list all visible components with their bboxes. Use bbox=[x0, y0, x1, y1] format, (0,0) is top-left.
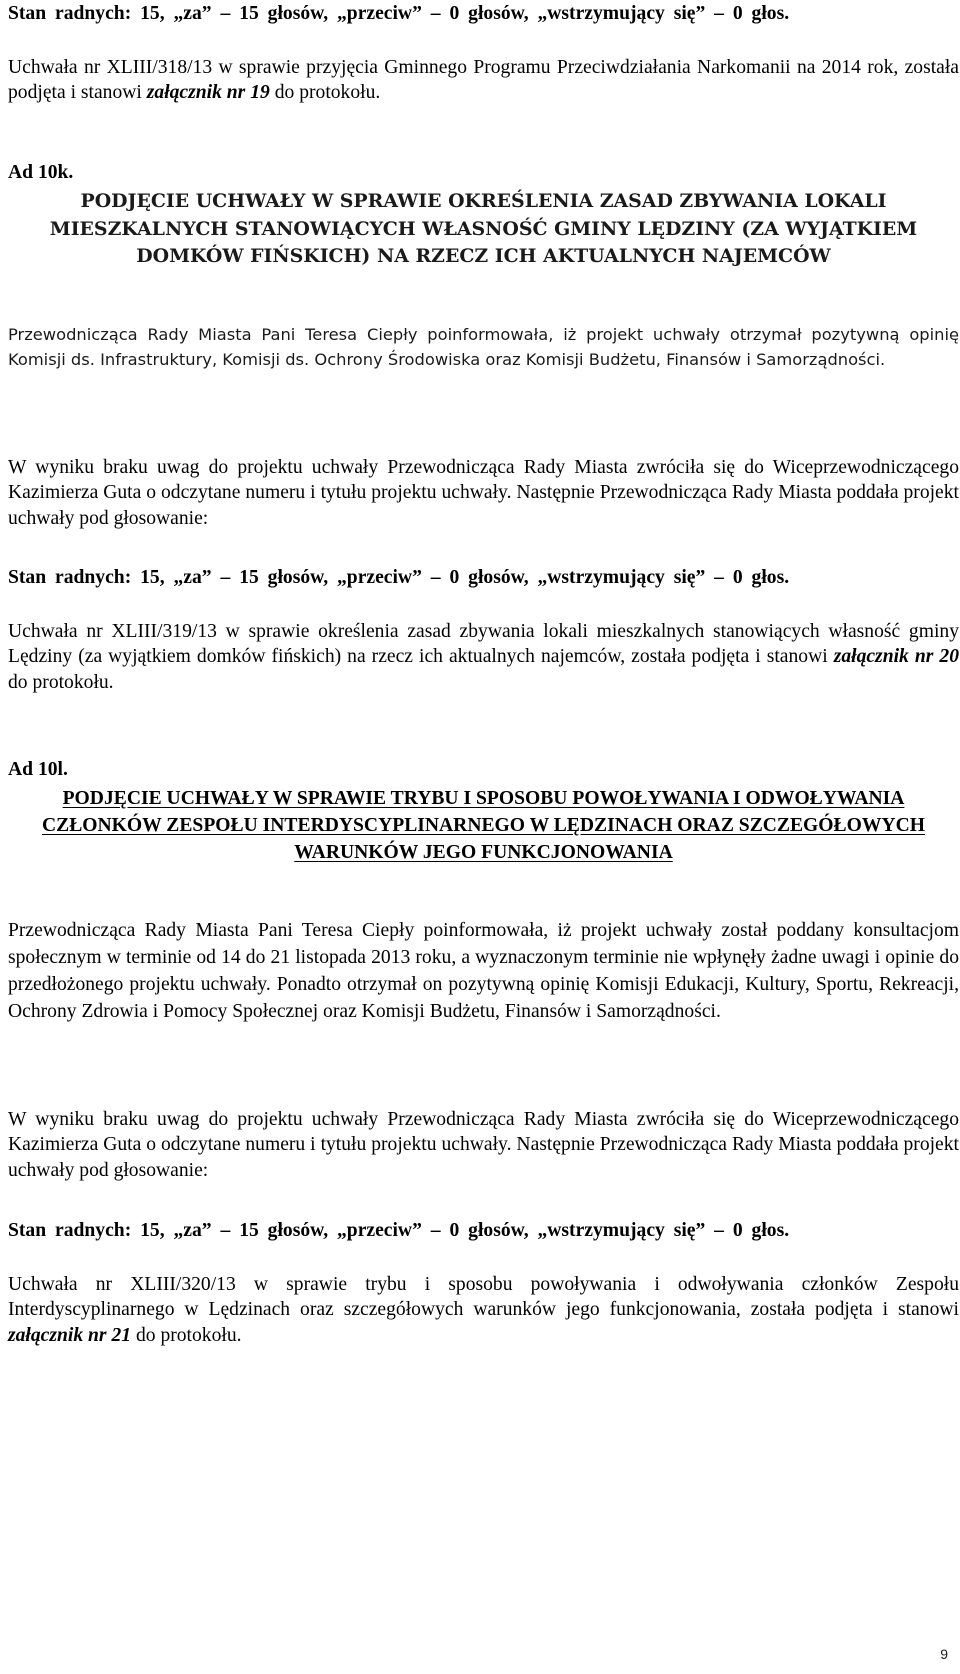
page-number: 9 bbox=[940, 1646, 948, 1662]
agenda-item-10k-heading: PODJĘCIE UCHWAŁY W SPRAWIE OKREŚLENIA ZASAD ZBYWANIA LOKALI MIESZKALNYCH STANOWIĄCYCH WŁASNOŚĆ GMINY LĘDZINY (ZA WYJĄTKIEM DOMKÓW FIŃSKICH) NA RZECZ ICH AKTUALNYCH NAJEMCÓW bbox=[49, 190, 918, 267]
vote-summary-2: Stan radnych: 15, „za” – 15 głosów, „przeciw” – 0 głosów, „wstrzymujący się” – 0 głos. bbox=[8, 567, 790, 588]
agenda-item-10k-label: Ad 10k. bbox=[8, 162, 74, 183]
attachment-21: załącznik nr 21 bbox=[8, 1324, 132, 1346]
agenda-item-10k-paragraph-1: Przewodnicząca Rady Miasta Pani Teresa Ciepły poinformowała, iż projekt uchwały otrzymał pozytywną opinię Komisji ds. Infrastruktury, Komisji ds. Ochrony Środowiska oraz Komisji Budżetu, Finansów i Samorządności. bbox=[8, 325, 959, 370]
agenda-item-10l-heading: PODJĘCIE UCHWAŁY W SPRAWIE TRYBU I SPOSOBU POWOŁYWANIA I ODWOŁYWANIA CZŁONKÓW ZESPOŁU INTERDYSCYPLINARNEGO W LĘDZINACH ORAZ SZCZEGÓŁOWYCH WARUNKÓW JEGO FUNKCJONOWANIA bbox=[42, 788, 925, 863]
agenda-item-10k-paragraph-2: W wyniku braku uwag do projektu uchwały Przewodnicząca Rady Miasta zwróciła się do Wiceprzewodniczącego Kazimierza Guta o odczytane numeru i tytułu projektu uchwały. Następnie Przewodnicząca Rady Miasta poddała projekt uchwały pod głosowanie: bbox=[8, 457, 959, 529]
resolution-320-tail: do protokołu. bbox=[131, 1324, 242, 1346]
resolution-319-text: Uchwała nr XLIII/319/13 w sprawie określenia zasad zbywania lokali mieszkalnych stanowiących własność gminy Lędziny (za wyjątkiem domków fińskich) na rzecz ich aktualnych najemców, została podjęta i stanowi bbox=[8, 621, 959, 668]
resolution-320-text: Uchwała nr XLIII/320/13 w sprawie trybu i sposobu powoływania i odwoływania członków Zespołu Interdyscyplinarnego w Lędzinach oraz szczegółowych warunków jego funkcjonowania, została podjęta i stanowi bbox=[8, 1274, 959, 1321]
agenda-item-10l-label: Ad 10l. bbox=[8, 759, 68, 780]
resolution-318-text: Uchwała nr XLIII/318/13 w sprawie przyjęcia Gminnego Programu Przeciwdziałania Narkomanii na 2014 rok, została podjęta i stanowi bbox=[8, 57, 959, 104]
vote-summary-1: Stan radnych: 15, „za” – 15 głosów, „przeciw” – 0 głosów, „wstrzymujący się” – 0 głos. bbox=[8, 3, 790, 24]
resolution-320 bbox=[8, 1272, 959, 1348]
attachment-19: załącznik nr 19 bbox=[146, 82, 270, 104]
resolution-318 bbox=[8, 55, 959, 106]
vote-summary-3: Stan radnych: 15, „za” – 15 głosów, „przeciw” – 0 głosów, „wstrzymujący się” – 0 głos. bbox=[8, 1220, 790, 1241]
attachment-20: załącznik nr 20 bbox=[833, 646, 959, 668]
resolution-319-tail: do protokołu. bbox=[8, 671, 114, 693]
agenda-item-10l-paragraph-2: W wyniku braku uwag do projektu uchwały Przewodnicząca Rady Miasta zwróciła się do Wiceprzewodniczącego Kazimierza Guta o odczytane numeru i tytułu projektu uchwały. Następnie Przewodnicząca Rady Miasta poddała projekt uchwały pod głosowanie: bbox=[8, 1109, 959, 1181]
resolution-319 bbox=[8, 619, 959, 695]
agenda-item-10l-paragraph-1: Przewodnicząca Rady Miasta Pani Teresa Ciepły poinformowała, iż projekt uchwały został poddany konsultacjom społecznym w terminie od 14 do 21 listopada 2013 roku, a wyznaczonym terminie nie wpłynęły żadne uwagi i opinie do przedłożonego projektu uchwały. Ponadto otrzymał on pozytywną opinię Komisji Edukacji, Kultury, Sportu, Rekreacji, Ochrony Zdrowia i Pomocy Społecznej oraz Komisji Budżetu, Finansów i Samorządności. bbox=[8, 920, 959, 1022]
resolution-318-tail: do protokołu. bbox=[269, 82, 381, 104]
